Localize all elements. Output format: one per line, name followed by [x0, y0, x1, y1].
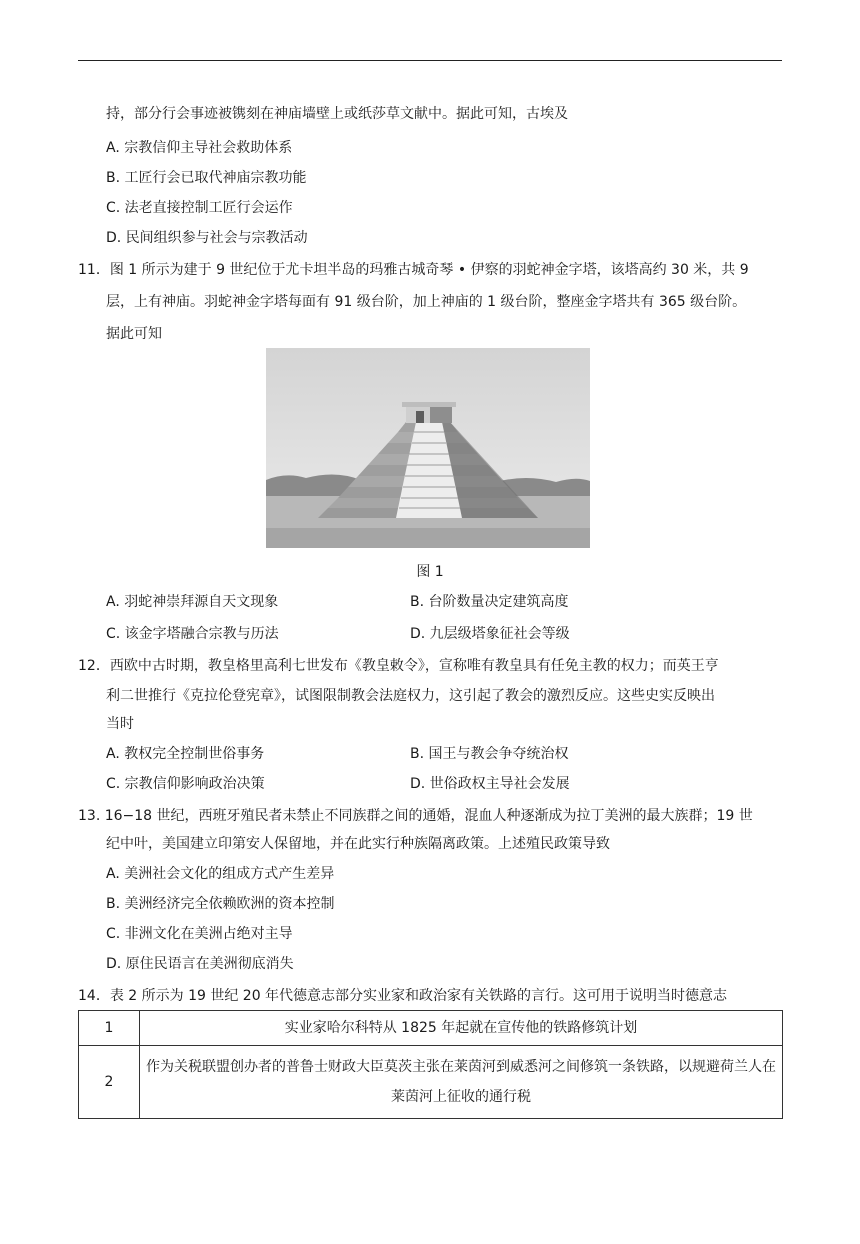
q10-option-c: C. 法老直接控制工匠行会运作: [106, 200, 293, 216]
q12-option-b: B. 国王与教会争夺统治权: [410, 746, 569, 762]
q12-option-a: A. 教权完全控制世俗事务: [106, 746, 265, 762]
q13-stem-line1: 13. 16−18 世纪，西班牙殖民者未禁止不同族群之间的通婚，混血人种逐渐成为拉丁美洲的最大族群；19 世: [78, 808, 753, 824]
q13-option-b: B. 美洲经济完全依赖欧洲的资本控制: [106, 896, 335, 912]
pyramid-photo: [266, 348, 590, 548]
table-row: [79, 1011, 783, 1046]
figure-1-caption: 图 1: [416, 564, 444, 580]
q13-option-c: C. 非洲文化在美洲占绝对主导: [106, 926, 293, 942]
q13-stem-line2: 纪中叶，美国建立印第安人保留地，并在此实行种族隔离政策。上述殖民政策导致: [106, 836, 610, 852]
table-row: [79, 1046, 783, 1119]
table-row-number: 2: [79, 1046, 140, 1119]
q12-stem-line3: 当时: [106, 716, 134, 732]
table-row-text: 作为关税联盟创办者的普鲁士财政大臣莫茨主张在莱茵河到威悉河之间修筑一条铁路，以规避荷兰人在莱茵河上征收的通行税: [140, 1046, 783, 1119]
q11-stem-line3: 据此可知: [106, 326, 162, 342]
q10-option-b: B. 工匠行会已取代神庙宗教功能: [106, 170, 307, 186]
q10-option-a: A. 宗教信仰主导社会救助体系: [106, 140, 293, 156]
q10-option-d: D. 民间组织参与社会与宗教活动: [106, 230, 308, 246]
q11-option-a: A. 羽蛇神崇拜源自天文现象: [106, 594, 279, 610]
table-2: [78, 1010, 783, 1119]
q14-stem-line1: 14．表 2 所示为 19 世纪 20 年代德意志部分实业家和政治家有关铁路的言行。这可用于说明当时德意志: [78, 988, 728, 1004]
q11-option-c: C. 该金字塔融合宗教与历法: [106, 626, 279, 642]
q11-stem-line2: 层，上有神庙。羽蛇神金字塔每面有 91 级台阶，加上神庙的 1 级台阶，整座金字塔共有 365 级台阶。: [106, 294, 747, 310]
q12-option-c: C. 宗教信仰影响政治决策: [106, 776, 265, 792]
q12-stem-line2: 利二世推行《克拉伦登宪章》，试图限制教会法庭权力，这引起了教会的激烈反应。这些史实反映出: [106, 688, 715, 704]
q13-option-a: A. 美洲社会文化的组成方式产生差异: [106, 866, 335, 882]
q13-option-d: D. 原住民语言在美洲彻底消失: [106, 956, 294, 972]
pyramid-illustration: [266, 348, 590, 548]
table-row-text: 实业家哈尔科特从 1825 年起就在宣传他的铁路修筑计划: [140, 1011, 783, 1046]
q10-continuation: 持，部分行会事迹被镌刻在神庙墙壁上或纸莎草文献中。据此可知，古埃及: [106, 106, 568, 122]
q11-option-b: B. 台阶数量决定建筑高度: [410, 594, 569, 610]
table-row-number: 1: [79, 1011, 140, 1046]
q12-option-d: D. 世俗政权主导社会发展: [410, 776, 570, 792]
q11-option-d: D. 九层级塔象征社会等级: [410, 626, 570, 642]
q12-stem-line1: 12．西欧中古时期，教皇格里高利七世发布《教皇敕令》，宣称唯有教皇具有任免主教的权力；而英王亨: [78, 658, 719, 674]
header-rule: [78, 60, 782, 61]
q11-stem-line1: 11．图 1 所示为建于 9 世纪位于尤卡坦半岛的玛雅古城奇琴 • 伊察的羽蛇神金字塔，该塔高约 30 米，共 9: [78, 262, 749, 278]
